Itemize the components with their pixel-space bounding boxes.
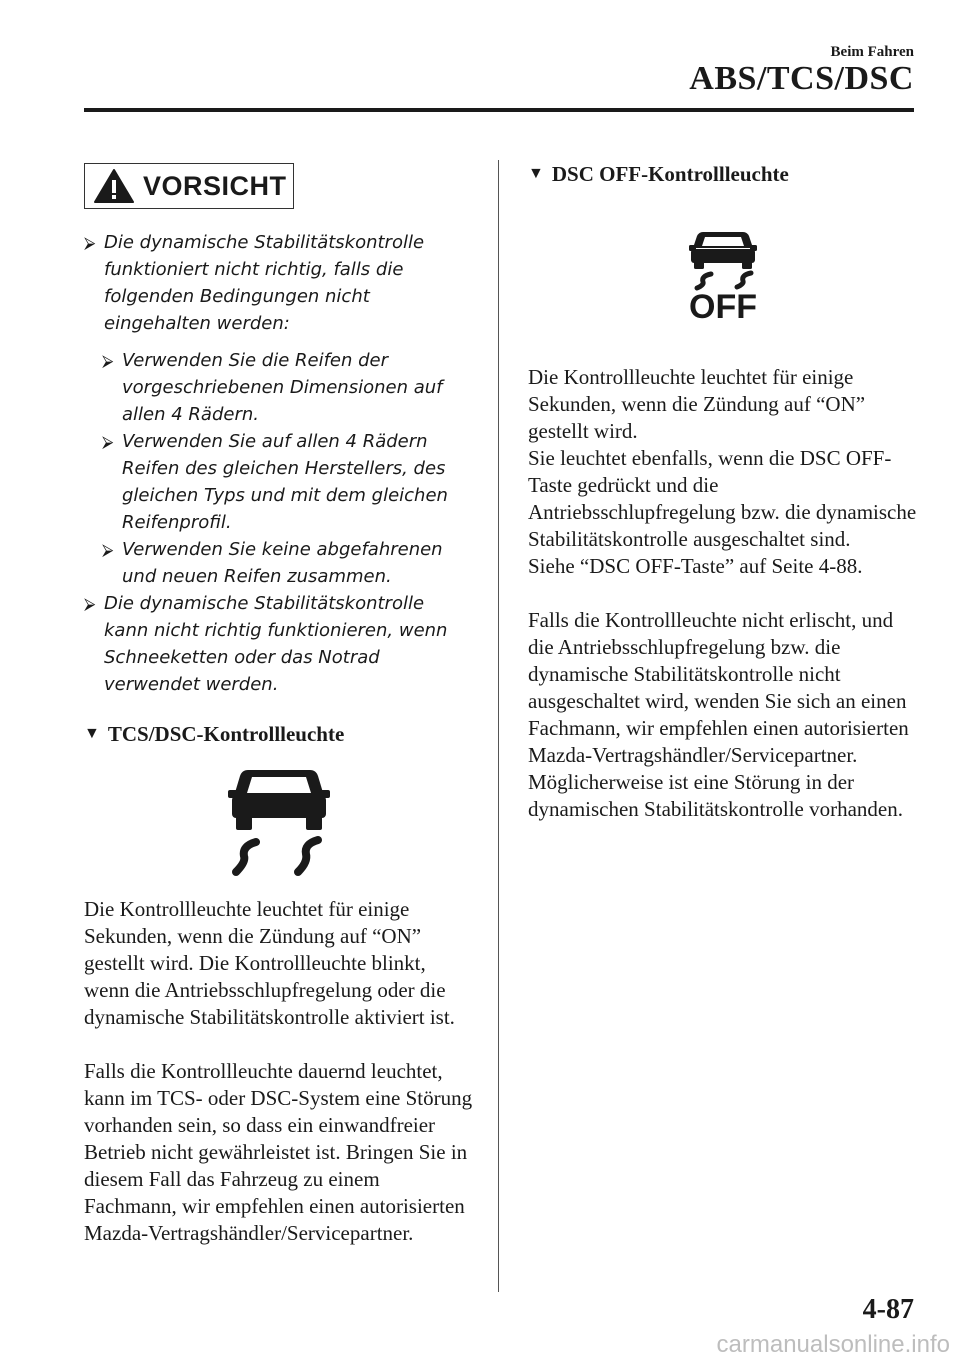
caution-sub-item — [84, 536, 474, 590]
caution-item — [84, 590, 474, 698]
dsc-off-body — [528, 364, 918, 823]
left-column — [84, 163, 474, 1247]
arrowhead-bullet-icon: ⮚ — [84, 594, 96, 613]
dsc-off-heading — [528, 160, 918, 188]
caution-sub-item-text: Verwenden Sie auf allen 4 Rädern Reifen des gleichen Herstellers, des gleichen Typs und mit dem gleichen Reifenprofil. — [122, 431, 448, 533]
tcs-heading-text: TCS/DSC-Kontrollleuchte — [107, 722, 345, 746]
dsc-off-skid-car-icon — [673, 228, 773, 320]
tcs-heading — [84, 720, 474, 748]
tcs-dsc-skid-car-icon — [226, 762, 332, 882]
dsc-off-paragraph: Sie leuchtet ebenfalls, wenn die DSC OFF-Taste gedrückt und die Antriebsschlupfregelung bzw. die dynamische Stabilitätskontrolle ausgeschaltet sind. — [528, 446, 917, 551]
tcs-paragraph: Falls die Kontrollleuchte dauernd leuchtet, kann im TCS- oder DSC-System eine Störung vorhanden sein, so dass ein einwandfreier Betrieb nicht gewährleistet ist. Bringen Sie in diesem Fall das Fahrzeug zu einem Fachmann, wir empfehlen einen autorisierten Mazda-Vertragshändler/Servicepartner. — [84, 1059, 473, 1245]
caution-sub-item-text: Verwenden Sie die Reifen der vorgeschriebenen Dimensionen auf allen 4 Rädern. — [122, 350, 443, 425]
caution-box — [84, 163, 294, 209]
dsc-off-heading-text: DSC OFF-Kontrollleuchte — [551, 162, 789, 186]
caution-sub-item — [84, 428, 474, 536]
arrowhead-bullet-icon: ⮚ — [102, 540, 114, 559]
off-label: OFF — [689, 288, 757, 320]
tcs-body — [84, 896, 474, 1247]
caution-item — [84, 229, 474, 337]
caution-sub-list — [84, 347, 474, 590]
dsc-off-icon-wrap — [528, 228, 918, 320]
tcs-paragraph: Die Kontrollleuchte leuchtet für einige Sekunden, wenn die Zündung auf “ON” gestellt wird. Die Kontrollleuchte blinkt, wenn die Antriebsschlupfregelung oder die dynamische Stabilitätskontrolle aktiviert ist. — [84, 897, 455, 1029]
column-divider — [498, 160, 499, 1292]
caution-sub-item-text: Verwenden Sie keine abgefahrenen und neuen Reifen zusammen. — [122, 539, 443, 587]
page-title: ABS/TCS/DSC — [689, 60, 914, 97]
caution-list — [84, 229, 474, 698]
caution-item-text: Die dynamische Stabilitätskontrolle kann nicht richtig funktionieren, wenn Schneeketten oder das Notrad verwendet werden. — [104, 593, 448, 695]
arrowhead-bullet-icon: ⮚ — [102, 351, 114, 370]
tcs-icon-wrap — [84, 762, 474, 882]
dsc-off-paragraph: Falls die Kontrollleuchte nicht erlischt, und die Antriebsschlupfregelung bzw. die dynamische Stabilitätskontrolle nicht ausgeschaltet wird, wenden Sie sich an einen Fachmann, wir empfehlen einen autorisierten Mazda-Vertragshändler/Servicepartner. Möglicherweise ist eine Störung in der dynamischen Stabilitätskontrolle vorhanden. — [528, 608, 909, 821]
header-divider — [84, 108, 914, 112]
down-triangle-icon: ▼ — [528, 165, 544, 182]
dsc-off-paragraph: Die Kontrollleuchte leuchtet für einige Sekunden, wenn die Zündung auf “ON” gestellt wird. — [528, 365, 866, 443]
caution-item-text: Die dynamische Stabilitätskontrolle funktioniert nicht richtig, falls die folgenden Bedingungen nicht eingehalten werden: — [104, 232, 425, 334]
arrowhead-bullet-icon: ⮚ — [84, 233, 96, 252]
dsc-off-paragraph: Siehe “DSC OFF-Taste” auf Seite 4-88. — [528, 554, 863, 578]
warning-triangle-icon — [93, 168, 135, 204]
arrowhead-bullet-icon: ⮚ — [102, 432, 114, 451]
page-number: 4-87 — [862, 1294, 914, 1325]
section-name: Beim Fahren — [830, 44, 914, 60]
right-column — [528, 160, 918, 823]
caution-label: VORSICHT — [143, 170, 287, 201]
caution-sub-item — [84, 347, 474, 428]
down-triangle-icon: ▼ — [84, 725, 100, 742]
watermark: carmanualsonline.info — [716, 1331, 950, 1358]
